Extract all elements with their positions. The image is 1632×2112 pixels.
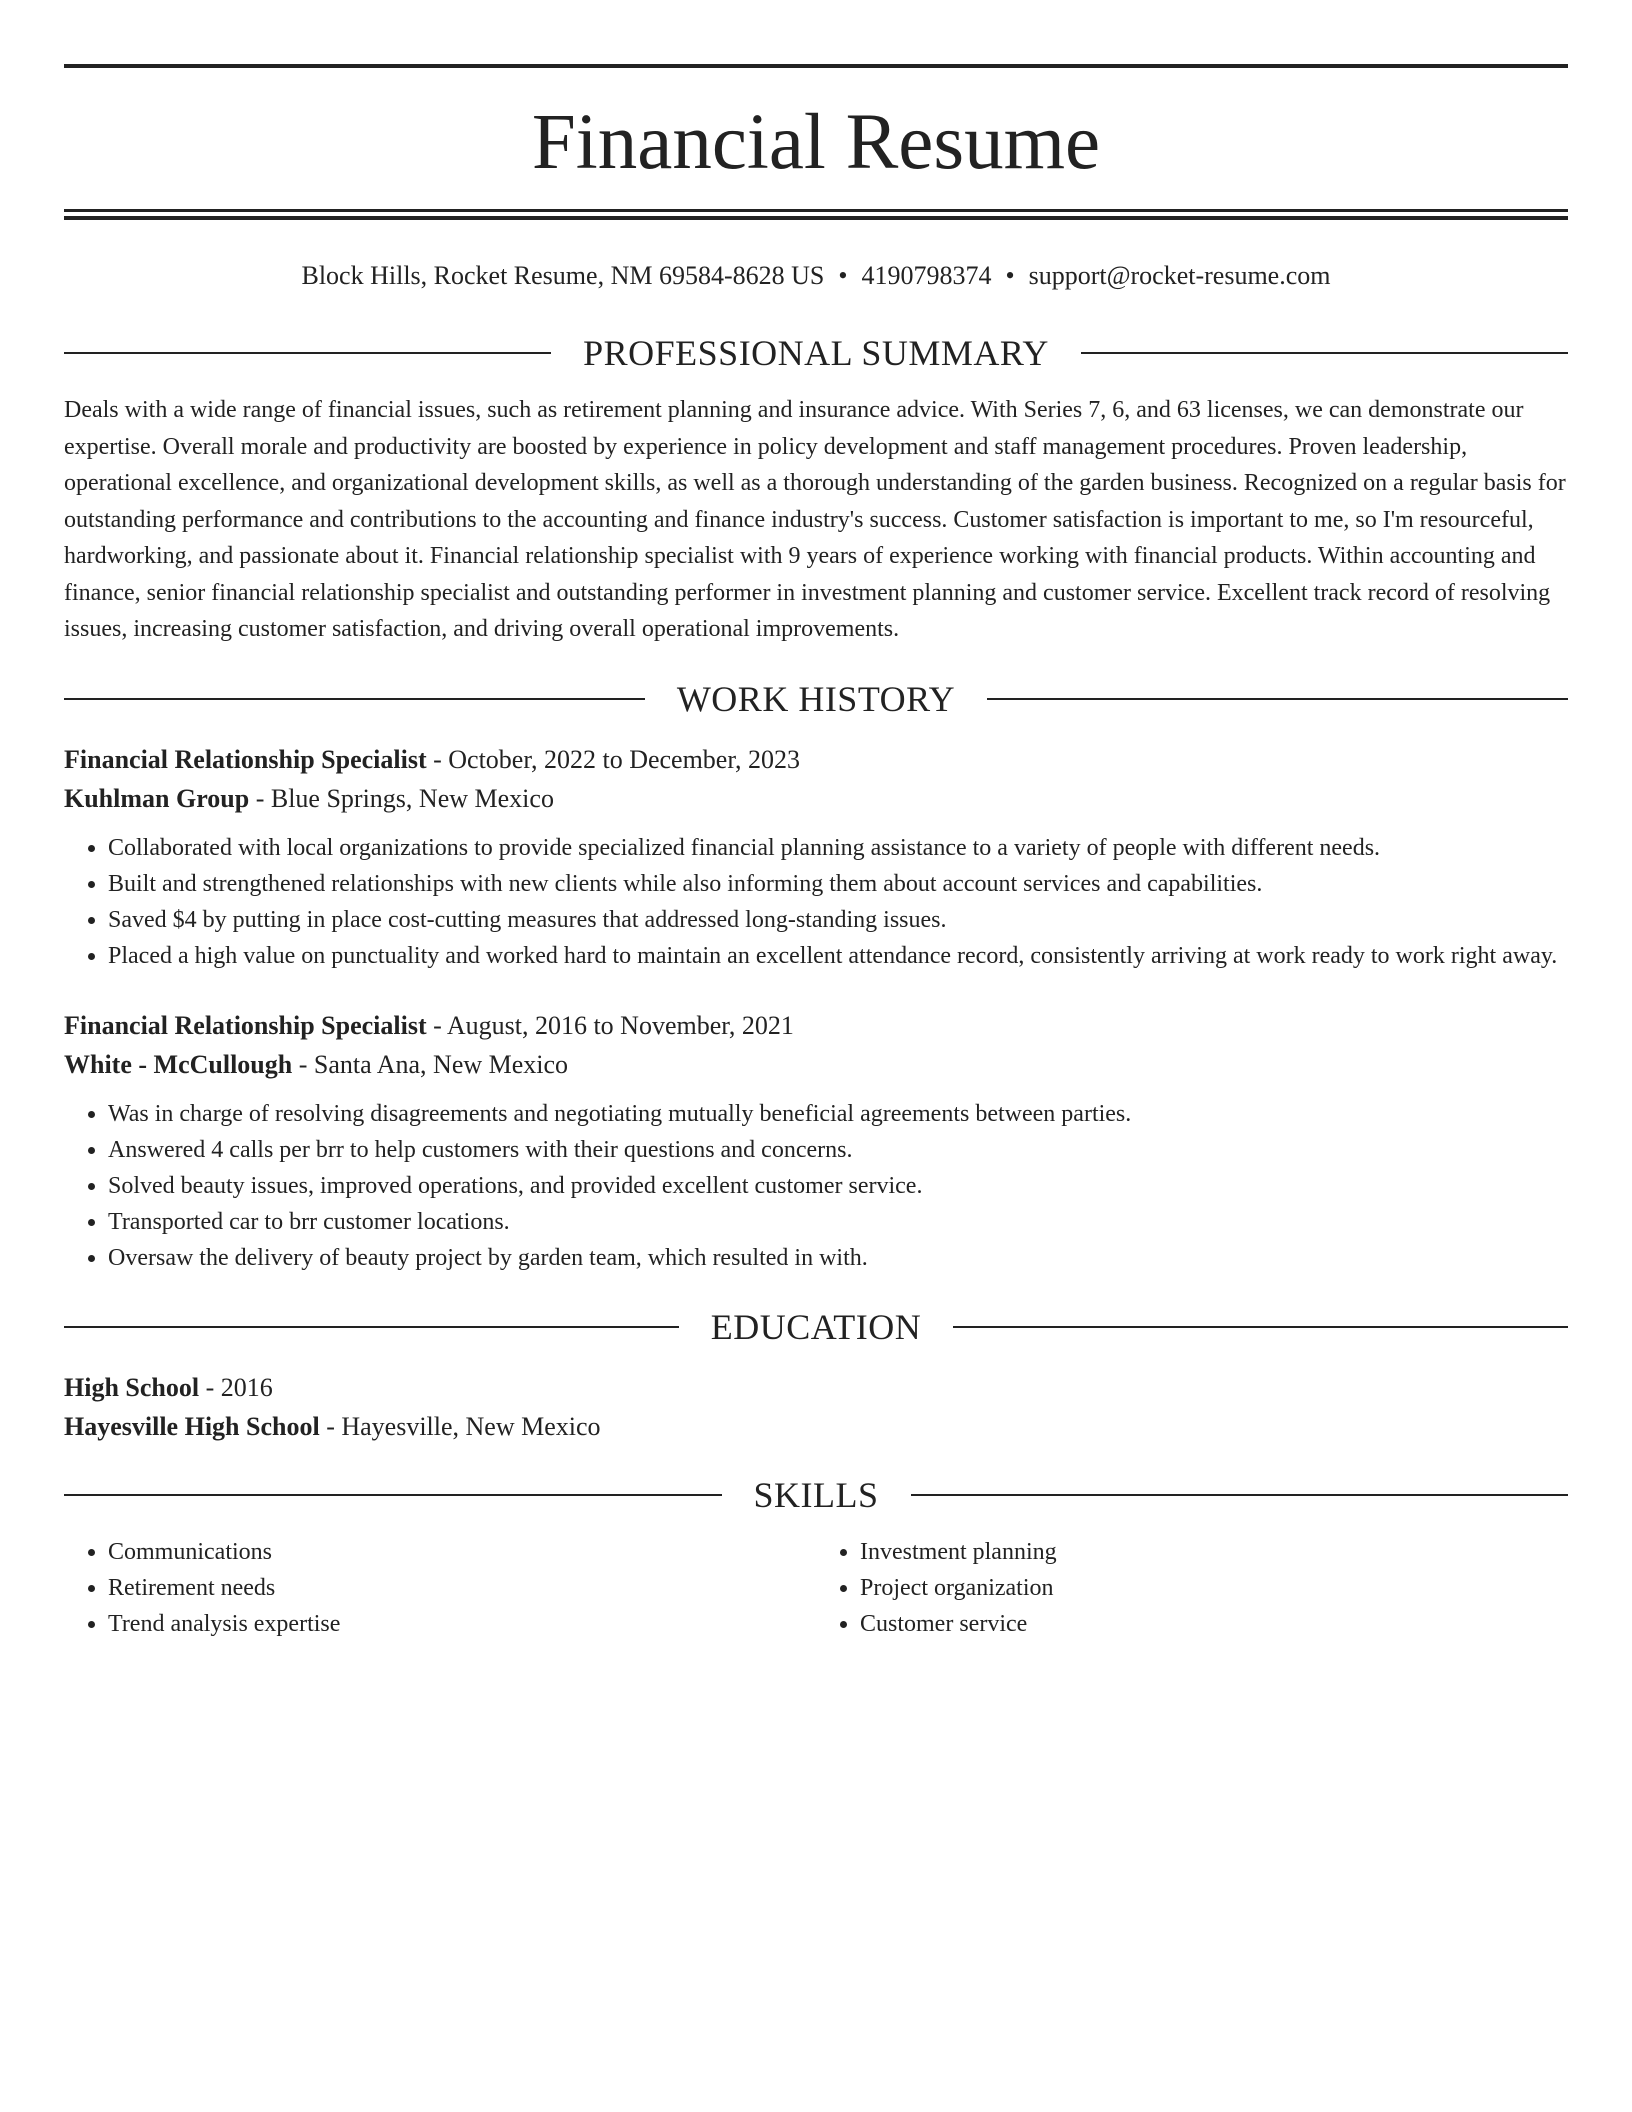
job-company: White - McCullough — [64, 1049, 293, 1079]
job-title-line — [64, 740, 1568, 779]
contact-separator: • — [1005, 261, 1015, 290]
section-title-work: WORK HISTORY — [676, 678, 956, 719]
job-bullet: • Was in charge of resolving disagreements and negotiating mutually beneficial agreements between parties. — [108, 1096, 1568, 1132]
section-heading-education — [64, 1300, 1568, 1354]
job-title-line — [64, 1006, 1568, 1045]
education-entry — [64, 1368, 1568, 1446]
skill-item: • Project organization — [860, 1570, 1568, 1606]
job-bullet: • Transported car to brr customer locations. — [108, 1204, 1568, 1240]
section-rule-left — [64, 1494, 722, 1496]
skills-column-right — [816, 1534, 1568, 1642]
skill-item: • Investment planning — [860, 1534, 1568, 1570]
job-dates: - August, 2016 to November, 2021 — [426, 1010, 794, 1040]
job-entry — [64, 1006, 1568, 1276]
skills-list — [64, 1534, 1568, 1642]
resume-title: Financial Resume — [531, 99, 1101, 186]
job-bullet: • Answered 4 calls per brr to help customers with their questions and concerns. — [108, 1132, 1568, 1168]
contact-email: support@rocket-resume.com — [1028, 261, 1331, 290]
summary-paragraph: Deals with a wide range of financial issues, such as retirement planning and insurance advice. With Series 7, 6, and 63 licenses, we can demonstrate our expertise. Overall morale and productivity are boosted by experience in policy development and staff management procedures. Proven leadership, operational excellence, and organizational development skills, as well as a thorough understanding of the garden business. Recognized on a regular basis for outstanding performance and contributions to the accounting and finance industry's success. Customer satisfaction is important to me, so I'm resourceful, hardworking, and passionate about it. Financial relationship specialist with 9 years of experience working with financial products. Within accounting and finance, senior financial relationship specialist and outstanding performer in investment planning and customer service. Excellent track record of resolving issues, increasing customer satisfaction, and driving overall operational improvements. — [64, 397, 1566, 642]
section-title-education: EDUCATION — [710, 1306, 922, 1347]
education-school: Hayesville High School — [64, 1411, 320, 1441]
section-rule-right — [1081, 352, 1568, 354]
section-rule-left — [64, 698, 645, 700]
skill-item: • Communications — [108, 1534, 816, 1570]
job-bullet: • Oversaw the delivery of beauty project by garden team, which resulted in with. — [108, 1240, 1568, 1276]
job-bullet: • Built and strengthened relationships with new clients while also informing them about account services and capabilities. — [108, 866, 1568, 902]
education-location: - Hayesville, New Mexico — [319, 1411, 601, 1441]
job-dates: - October, 2022 to December, 2023 — [426, 744, 800, 774]
section-rule-left — [64, 352, 551, 354]
header-double-rule — [64, 209, 1568, 220]
section-rule-left — [64, 1326, 679, 1328]
education-school-line — [64, 1407, 1568, 1446]
job-location: - Santa Ana, New Mexico — [292, 1049, 569, 1079]
skill-item: • Customer service — [860, 1606, 1568, 1642]
job-title: Financial Relationship Specialist — [64, 744, 427, 774]
skill-item: • Retirement needs — [108, 1570, 816, 1606]
section-rule-right — [953, 1326, 1568, 1328]
section-rule-right — [911, 1494, 1569, 1496]
job-company-line — [64, 1045, 1568, 1084]
education-degree: High School — [64, 1372, 200, 1402]
job-bullets — [64, 1096, 1568, 1276]
job-bullets — [64, 830, 1568, 974]
section-heading-skills — [64, 1468, 1568, 1522]
contact-separator: • — [838, 261, 848, 290]
job-entry — [64, 740, 1568, 974]
skill-item: • Trend analysis expertise — [108, 1606, 816, 1642]
education-year: - 2016 — [199, 1372, 273, 1402]
job-bullet: • Collaborated with local organizations to provide specialized financial planning assistance to a variety of people with different needs. — [108, 830, 1568, 866]
section-heading-summary — [64, 326, 1568, 380]
job-bullet: • Solved beauty issues, improved operations, and provided excellent customer service. — [108, 1168, 1568, 1204]
contact-phone: 4190798374 — [861, 261, 992, 290]
contact-address: Block Hills, Rocket Resume, NM 69584-8628 US — [301, 261, 825, 290]
header-top-rule — [64, 64, 1568, 68]
contact-line — [64, 256, 1568, 296]
section-title-summary: PROFESSIONAL SUMMARY — [583, 333, 1049, 373]
job-company: Kuhlman Group — [64, 783, 250, 813]
job-company-line — [64, 779, 1568, 818]
job-location: - Blue Springs, New Mexico — [249, 783, 554, 813]
job-bullet: • Placed a high value on punctuality and worked hard to maintain an excellent attendance record, consistently arriving at work ready to work right away. — [108, 938, 1568, 974]
section-title-skills: SKILLS — [753, 1474, 879, 1515]
job-bullet: • Saved $4 by putting in place cost-cutting measures that addressed long-standing issues. — [108, 902, 1568, 938]
education-degree-line — [64, 1368, 1568, 1407]
job-title: Financial Relationship Specialist — [64, 1010, 427, 1040]
section-rule-right — [987, 698, 1568, 700]
skills-column-left — [64, 1534, 816, 1642]
section-heading-work — [64, 672, 1568, 726]
